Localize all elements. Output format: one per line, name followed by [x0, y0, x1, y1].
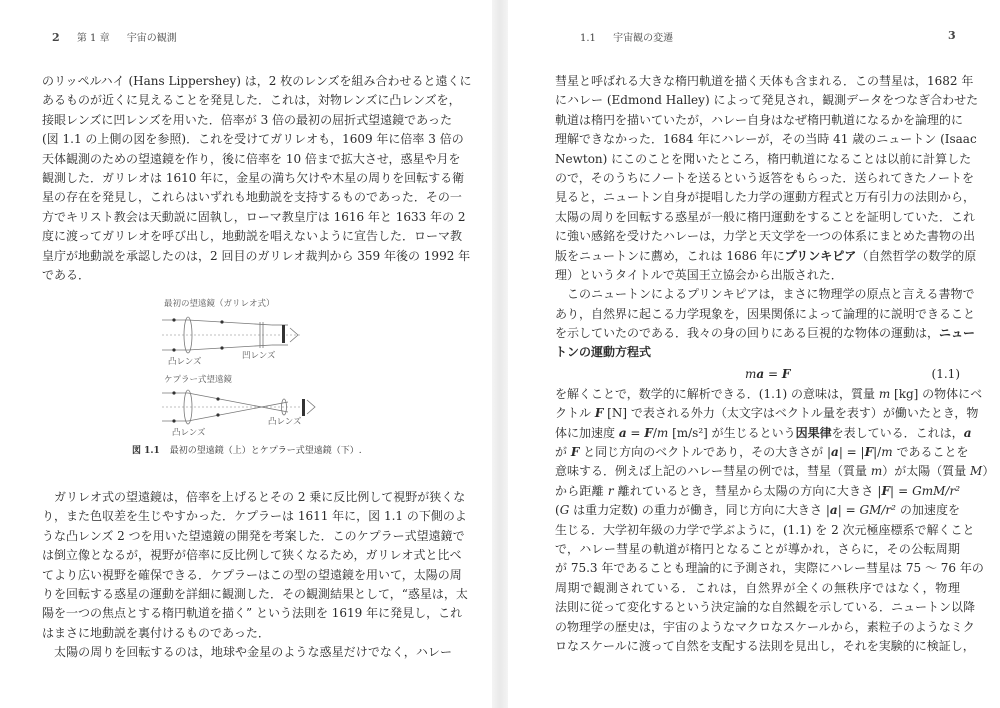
- figure-label-keplerian: ケプラー式望遠鏡: [164, 375, 233, 385]
- figure-label-convex-lens: 凸レンズ: [268, 417, 302, 427]
- telescope-figure: [150, 290, 320, 440]
- text-line: 法則に従って変化するという決定論的な自然観を示している．ニュートン以降: [555, 600, 976, 615]
- math-symbol: a: [963, 425, 972, 440]
- text-line: 度に渡ってガリレオを呼び出し，地動説を唱えないように宣告した．ローマ教: [42, 229, 463, 244]
- figure-number: 図 1.1: [132, 446, 160, 456]
- figure-caption: [132, 443, 362, 456]
- text-line: にハレー (Edmond Halley) によって発見され，観測データをつなぎ合わせた: [555, 93, 979, 108]
- body-text: [555, 72, 995, 656]
- text-run: クトル: [555, 406, 595, 421]
- text-run: [kg] の物体にベ: [890, 386, 983, 401]
- text-line: 理解できなかった．1684 年にハレーが，その当時 41 歳のニュートン (Isaac: [555, 132, 977, 147]
- text-run: と同じ方向のベクトルであり，その大きさが |: [579, 445, 832, 460]
- equation-number: (1.1): [931, 366, 960, 381]
- text-line: [555, 443, 969, 462]
- text-run: (: [555, 503, 560, 518]
- text-line: 周期で観測されている．これは，自然界が全くの無秩序ではなく，物理: [555, 580, 960, 595]
- math-symbol: GM/r²: [859, 503, 896, 518]
- math-symbol: GmM/r²: [912, 483, 960, 498]
- text-line: このニュートンによるプリンキピアは，まさに物理学の原点と言える書物で: [567, 287, 975, 302]
- text-line: 生じる．大学初年級の力学で学ぶように，(1.1) を 2 次元極座標系で解くこと: [555, 522, 975, 537]
- text-line: が 75.3 年であることも理論的に予測され，実際にハレー彗星は 75 〜 76 年の: [555, 561, 984, 576]
- text-line: りを回転する惑星の運動を詳細に観測した．その観測結果として，“惑星は，太: [42, 586, 468, 601]
- equation-term: m: [745, 366, 757, 381]
- math-symbol: F: [881, 483, 891, 498]
- math-symbol: F: [594, 406, 604, 421]
- text-line: 太陽の周りを回転するのは，地球や金星のような惑星だけでなく，ハレー: [54, 645, 452, 660]
- math-symbol: M: [970, 464, 983, 479]
- equation-term: F: [781, 366, 791, 381]
- text-run: | = |: [838, 445, 865, 460]
- text-line: (図 1.1 の上側の図を参照)．これを受けてガリレオも，1609 年に倍率 3 倍の: [42, 132, 464, 147]
- text-run: =: [626, 425, 645, 440]
- figure-label-concave-lens: 凹レンズ: [242, 351, 276, 361]
- text-line: [555, 385, 983, 404]
- text-line: 彗星と呼ばれる大きな楕円軌道を描く天体も含まれる．この彗星は，1682 年: [555, 74, 974, 88]
- math-symbol: a: [831, 445, 839, 460]
- figure-label-convex-lens: 凸レンズ: [168, 357, 202, 367]
- math-symbol: F: [570, 445, 580, 460]
- bold-term: プリンキピア: [784, 248, 857, 263]
- text-run: | =: [890, 483, 913, 498]
- left-page: [0, 0, 492, 708]
- text-line: 太陽の周りを回転する惑星が一般に楕円運動をすることを証明していた．これ: [555, 209, 976, 224]
- text-run: から距離: [555, 483, 608, 498]
- text-line: [555, 324, 976, 343]
- equation: [555, 363, 960, 385]
- text-line: てより広い視野を確保できる．ケプラーはこの型の望遠鏡を用いて，太陽の周: [42, 567, 462, 582]
- text-line: はまさに地動説を裏付けるものであった．: [42, 625, 270, 640]
- text-run: の加速度を: [895, 503, 960, 518]
- page-number: 2: [52, 31, 60, 44]
- math-symbol: G: [559, 503, 570, 518]
- section-title: 宇宙観の変遷: [613, 33, 674, 44]
- text-run: | =: [837, 503, 860, 518]
- math-symbol: m: [870, 464, 883, 479]
- figure-label-galilean: 最初の望遠鏡（ガリレオ式）: [164, 299, 275, 309]
- running-header-right: [580, 29, 687, 44]
- chapter-label: 第 1 章: [76, 33, 110, 44]
- text-line: 天体観測のための望遠鏡を作り，後に倍率を 10 倍まで拡大させ，惑星や月を: [42, 151, 461, 166]
- math-symbol: a: [829, 503, 838, 518]
- book-gutter: [492, 0, 508, 708]
- text-line: 見ると，ニュートン自身が提唱した力学の運動方程式と万有引力の法則から，: [555, 190, 976, 205]
- text-line: [555, 424, 972, 443]
- text-line: は倒立像となるが，視野が倍率に反比例して狭くなるため，ガリレオ式と比べ: [42, 548, 462, 563]
- figure-label-convex-lens: 凸レンズ: [172, 428, 206, 438]
- bold-term: トンの運動方程式: [555, 345, 652, 360]
- text-run: を示していたのである．我々の身の回りにある巨視的な物体の運動は，: [555, 326, 940, 341]
- text-run: を表している．これは，: [831, 425, 964, 440]
- text-run: （自然哲学の数学的原: [856, 248, 977, 263]
- math-symbol: m: [878, 386, 891, 401]
- text-run: であることを: [892, 445, 969, 460]
- text-line: のリッペルハイ (Hans Lippershey) は，2 枚のレンズを組み合わせると遠くに: [42, 74, 472, 88]
- equation-term: a: [756, 366, 765, 381]
- text-line: 皇庁が地動説を承認したのは，2 回目のガリレオ裁判から 359 年後の 1992 年: [42, 248, 471, 263]
- math-symbol: a: [618, 425, 627, 440]
- text-line: [555, 462, 995, 481]
- text-line: あり，自然界に起こる力学現象を，因果関係によって論理的に説明できること: [555, 306, 976, 321]
- text-line: ロなスケールに渡って自然を支配する法則を見出し，それを実験的に検証し，: [555, 638, 975, 653]
- text-run: ）: [982, 464, 995, 479]
- body-text: [42, 488, 468, 663]
- text-line: [555, 247, 977, 266]
- running-header-left: [52, 29, 191, 44]
- math-symbol: F: [864, 445, 874, 460]
- text-run: 版をニュートンに薦め，これは 1686 年に: [555, 248, 785, 263]
- math-symbol: m: [656, 425, 669, 440]
- text-line: 接眼レンズに凹レンズを用いた．倍率が 3 倍の最初の屈折式望遠鏡であった: [42, 112, 452, 127]
- text-line: [555, 343, 960, 362]
- bold-term: 因果律: [795, 425, 832, 440]
- chapter-title: 宇宙の観測: [126, 33, 177, 44]
- math-symbol: m: [881, 445, 893, 460]
- math-symbol: F: [644, 425, 653, 440]
- text-line: ので，そのうちにノートを送るという返答をもらった．送られてきたノートを: [555, 170, 975, 185]
- text-line: 星の存在を発見し，これらはいずれも地動説を支持するものであった．その一: [42, 190, 462, 205]
- text-line: 理）というタイトルで英国王立協会から出版された．: [555, 267, 843, 282]
- text-line: [555, 501, 960, 520]
- text-line: に強い感銘を受けたハレーは，力学と天文学を一つの体系にまとめた書物の出: [555, 229, 976, 244]
- text-run: /: [652, 425, 657, 440]
- text-line: [555, 482, 960, 501]
- text-line: の物理学の歴史は，宇宙のようなマクロなスケールから，素粒子のようなミク: [555, 619, 975, 634]
- math-symbol: r: [607, 483, 614, 498]
- text-run: 意味する．例えば上記のハレー彗星の例では，彗星（質量: [555, 464, 871, 479]
- text-run: は重力定数) の重力が働き，同じ方向に大きさ |: [569, 503, 830, 518]
- body-text: [42, 72, 472, 285]
- bold-term: ニュー: [939, 326, 976, 341]
- section-number: 1.1: [580, 33, 596, 44]
- text-line: 観測した．ガリレオは 1610 年に，金星の満ち欠けや木星の周りを回転する衛: [42, 170, 465, 185]
- page-number: 3: [948, 29, 956, 42]
- right-page: [508, 0, 1000, 708]
- text-run: ）が太陽（質量: [882, 464, 971, 479]
- text-line: 方でキリスト教会は天動説に固執し，ローマ教皇庁は 1616 年と 1633 年の 2: [42, 209, 466, 224]
- text-line: [555, 404, 979, 423]
- text-line: 軌道は楕円を描いていたが，ハレー自身はなぜ楕円軌道になるかを論理的に: [555, 112, 964, 127]
- text-line: である．: [42, 267, 91, 282]
- text-run: 離れているとき，彗星から太陽の方向に大きさ |: [613, 483, 882, 498]
- text-line: あるものが近くに見えることを発見した．これは，対物レンズに凸レンズを，: [42, 93, 461, 108]
- figure-caption-text: 最初の望遠鏡（上）とケプラー式望遠鏡（下）.: [169, 446, 362, 456]
- text-line: り，また色収差を生じやすかった．ケプラーは 1611 年に，図 1.1 の下側のよ: [42, 509, 467, 524]
- text-run: [m/s²] が生じるという: [668, 425, 796, 440]
- text-run: 体に加速度: [555, 425, 619, 440]
- text-line: 陽を一つの焦点とする楕円軌道を描く” という法則を 1619 年に発見し，これ: [42, 606, 463, 621]
- equation-term: =: [764, 366, 782, 381]
- text-line: ガリレオ式の望遠鏡は，倍率を上げるとその 2 乗に反比例して視野が狭くな: [54, 490, 466, 504]
- text-run: を解くことで，数学的に解析できる．(1.1) の意味は，質量: [555, 386, 879, 401]
- text-run: |/: [873, 445, 882, 460]
- text-line: Newton) にこのことを聞いたところ，楕円軌道になることは以前に計算した: [555, 151, 972, 166]
- text-line: うな凸レンズ 2 つを用いた望遠鏡の開発を考案した．このケプラー式望遠鏡で: [42, 528, 465, 543]
- text-run: [N] で表される外力（太文字はベクトル量を表す）が働いたとき，物: [603, 406, 979, 421]
- text-run: が: [555, 445, 571, 460]
- text-line: で，ハレー彗星の軌道が楕円となることが導かれ，さらに，その公転周期: [555, 541, 960, 556]
